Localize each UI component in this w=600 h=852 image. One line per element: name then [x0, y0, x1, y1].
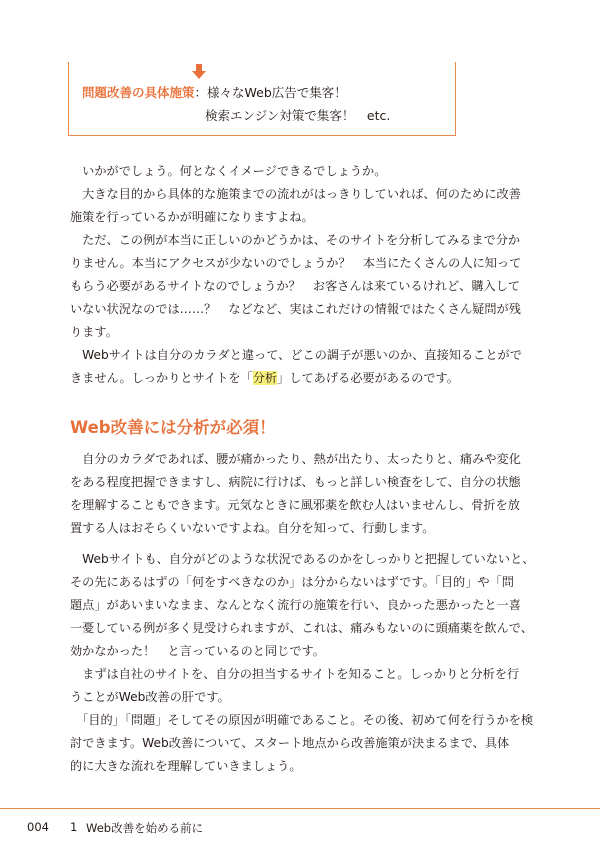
- chapter-number: 1: [70, 820, 78, 834]
- callout-separator: ：: [194, 85, 208, 100]
- callout-label: 問題改善の具体施策: [82, 85, 195, 100]
- highlighted-keyword: 分析: [252, 371, 278, 385]
- text-line-with-highlight: [70, 367, 540, 390]
- text-line: Webサイトも、自分がどのような状況であるのかをしっかりと把握していないと、: [70, 552, 535, 566]
- text-line: ただ、この例が本当に正しいのかどうかは、そのサイトを分析してみるまで分か: [70, 233, 521, 247]
- paragraph-intro: [70, 160, 540, 229]
- chapter-title: Web改善を始める前に: [86, 821, 204, 835]
- section-heading: Web改善には分析が必須！: [70, 418, 276, 437]
- callout-text-1: 様々なWeb広告で集客！: [207, 85, 347, 100]
- paragraph-web-analysis: [70, 548, 540, 778]
- text-line: 一憂している例が多く見受けられますが、これは、痛みもないのに頭痛薬を飲んで、: [70, 621, 533, 635]
- text-line: Webサイトは自分のカラダと違って、どこの調子が悪いのか、直接知ることがで: [70, 348, 522, 362]
- text-line: いかがでしょう。何となくイメージできるでしょうか。: [70, 164, 387, 178]
- text-line: もらう必要があるサイトなのでしょうか？ お客さんは来ているけれど、購入して: [70, 279, 521, 293]
- arrow-down-icon: [192, 64, 206, 80]
- text-fragment: 」してあげる必要があるのです。: [277, 371, 459, 385]
- text-line: 自分のカラダであれば、腰が痛かったり、熱が出たり、太ったりと、痛みや変化: [70, 452, 521, 466]
- text-line: うことがWeb改善の肝です。: [70, 690, 230, 704]
- text-line: 「目的」「問題」そしてその原因が明確であること。その後、初めて何を行うかを検: [70, 713, 534, 727]
- paragraph-body-analogy: [70, 448, 540, 540]
- callout-line-1: [82, 83, 347, 101]
- text-line: りません。本当にアクセスが少ないのでしょうか？ 本当にたくさんの人に知って: [70, 256, 522, 270]
- paragraph-questions: [70, 229, 540, 390]
- text-line: 的に大きな流れを理解していきましょう。: [70, 759, 302, 773]
- callout-text-2: 検索エンジン対策で集客！ etc.: [205, 108, 391, 123]
- text-line: まずは自社のサイトを、自分の担当するサイトを知ること。しっかりと分析を行: [70, 667, 520, 681]
- text-line: を理解することもできます。元気なときに風邪薬を飲む人はいませんし、骨折を放: [70, 498, 520, 512]
- text-line: ります。: [70, 325, 118, 339]
- text-line: 大きな目的から具体的な施策までの流れがはっきりしていれば、何のために改善: [70, 187, 521, 201]
- text-line: 題点」があいまいなまま、なんとなく流行の施策を行い、良かった悪かったと一喜: [70, 598, 521, 612]
- text-line: 討できます。Web改善について、スタート地点から改善施策が決まるまで、具体: [70, 736, 510, 750]
- text-line: いない状況なのでは……？ などなど、実はこれだけの情報ではたくさん疑問が残: [70, 302, 521, 316]
- text-line: 置する人はおそらくいないですよね。自分を知って、行動します。: [70, 521, 435, 535]
- text-line: をある程度把握できますし、病院に行けば、もっと詳しい検査をして、自分の状態: [70, 475, 521, 489]
- text-fragment: きません。しっかりとサイトを「: [70, 371, 253, 385]
- text-line: 効かなかった！ と言っているのと同じです。: [70, 644, 325, 658]
- footer-divider: [0, 808, 600, 809]
- text-line: その先にあるはずの「何をすべきなのか」は分からないはずです。「目的」や「問: [70, 575, 514, 589]
- text-line: 施策を行っているかが明確になりますよね。: [70, 210, 314, 224]
- page-number: 004: [27, 820, 49, 834]
